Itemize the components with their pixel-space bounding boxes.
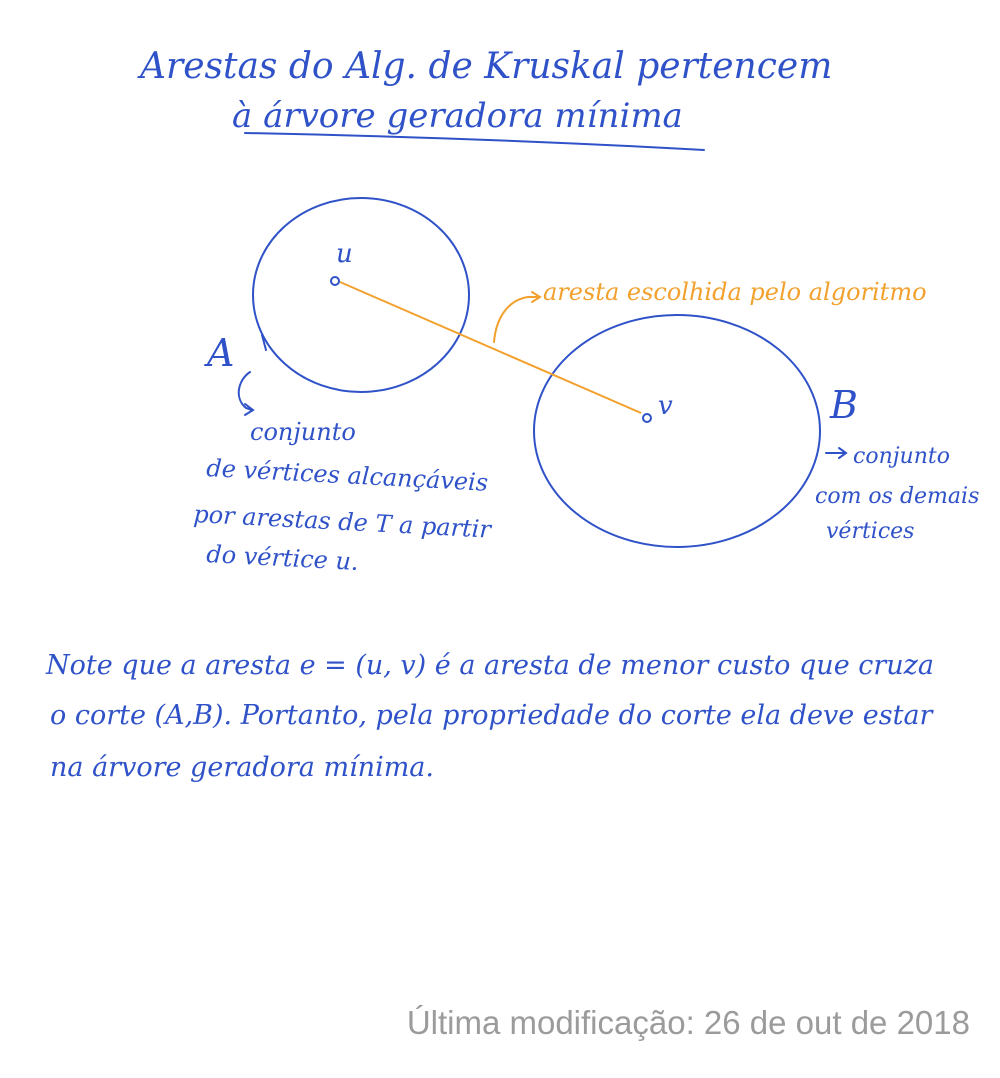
vertex-v-marker: [643, 414, 651, 422]
set-a-description-line3: por arestas de T a partir: [192, 500, 492, 544]
note-paragraph-line1: Note que a aresta e = (u, v) é a aresta de menor custo que cruza: [46, 650, 934, 681]
vertex-v-label: v: [658, 391, 673, 421]
set-a-circle: [253, 198, 469, 392]
note-paragraph-line2: o corte (A,B). Portanto, pela propriedade do corte ela deve estar: [50, 700, 933, 731]
last-modified-footer: Última modificação: 26 de out de 2018: [406, 1004, 970, 1041]
set-b-description-line3: vértices: [826, 519, 915, 544]
vertex-u-marker: [331, 277, 339, 285]
set-b-circle: [534, 315, 820, 547]
set-a-description-line2: de vértices alcançáveis: [205, 454, 489, 497]
edge-annotation-arrow: [494, 297, 538, 342]
set-b-label: B: [830, 383, 858, 427]
set-a-description-line1: conjunto: [250, 418, 356, 446]
set-a-label: A: [207, 331, 235, 375]
set-b-description-line2: com os demais: [815, 484, 980, 509]
note-title-line1: Arestas do Alg. de Kruskal pertencem: [140, 46, 833, 87]
edge-annotation-text: aresta escolhida pelo algoritmo: [543, 278, 927, 306]
note-paragraph-line3: na árvore geradora mínima.: [50, 752, 434, 783]
set-b-description-line1: conjunto: [853, 444, 950, 469]
set-a-description-line4: do vértice u.: [205, 540, 360, 576]
vertex-u-label: u: [336, 239, 353, 269]
note-title-line2: à árvore geradora mínima: [232, 96, 683, 136]
